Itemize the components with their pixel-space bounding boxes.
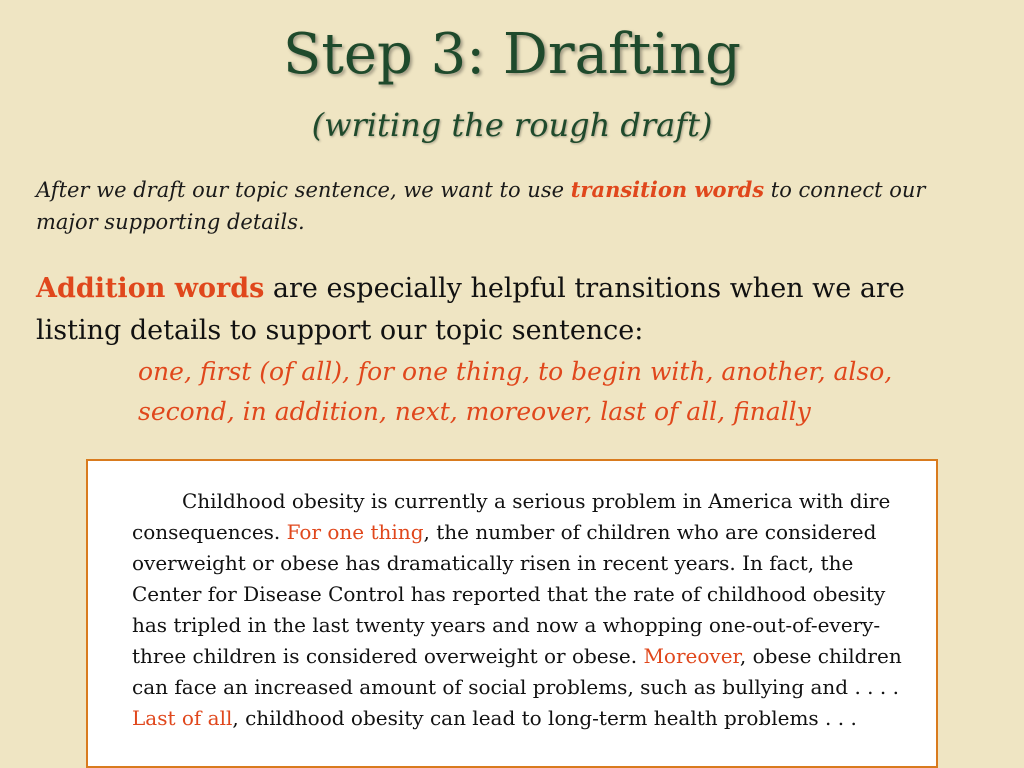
example-passage-box xyxy=(86,459,938,768)
examples-line-1: one, first (of all), for one thing, to begin with, another, also, xyxy=(138,357,893,386)
passage-part-2: , the number of children who are considered overweight or obese has dramatically risen in recent years. In fact, the Center for Disease Control has reported that the rate of childhood obesity has tripled in the last twenty years and now a whopping one-out-of-every-three children is considered overweight or obese. xyxy=(132,520,886,668)
passage-part-3: , obese children can face an increased amount of social problems, such as bullying and . . . . xyxy=(132,644,902,699)
intro-highlight: transition words xyxy=(570,177,765,202)
intro-paragraph xyxy=(36,174,976,238)
passage-transition-3: Last of all xyxy=(132,706,233,730)
slide-subtitle: (writing the rough draft) xyxy=(311,106,713,144)
passage-transition-1: For one thing xyxy=(286,520,424,544)
example-passage-text xyxy=(132,486,922,734)
passage-part-4: , childhood obesity can lead to long-term health problems . . . xyxy=(232,706,857,730)
examples-line-2: second, in addition, next, moreover, last of all, finally xyxy=(138,397,811,426)
addition-text: are especially helpful transitions when we are listing details to support our topic sentence: xyxy=(36,273,905,346)
intro-text-before: After we draft our topic sentence, we want to use xyxy=(36,178,571,202)
addition-highlight: Addition words xyxy=(36,273,265,304)
slide-title: Step 3: Drafting xyxy=(282,22,742,87)
passage-part-1: Childhood obesity is currently a serious problem in America with dire consequences. xyxy=(132,489,891,544)
passage-transition-2: Moreover xyxy=(643,644,740,668)
addition-paragraph xyxy=(36,268,986,352)
transition-word-examples xyxy=(138,352,998,432)
intro-text-after: to connect our major supporting details. xyxy=(36,178,926,234)
